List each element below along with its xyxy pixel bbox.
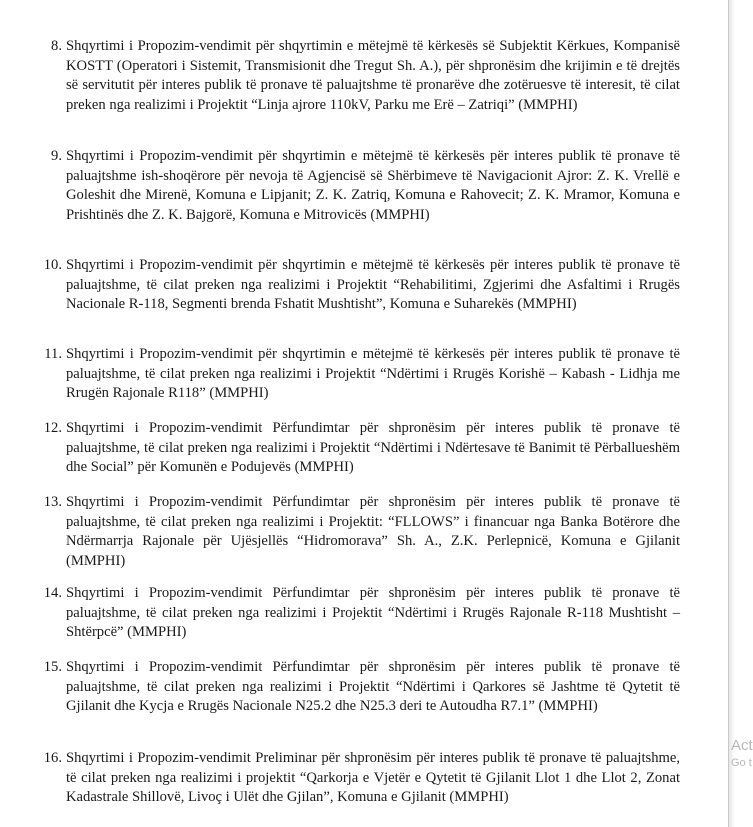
item-text: Shqyrtimi i Propozim-vendimit për shqyrtimin e mëtejmë të kërkesës për interes publik të pronave të paluajtshme ish-shoqërore për nevoja të Agjencisë së Shërbimeve të Navigacionit Ajror: Z. K. Vrellë e Goleshit dhe Mirenë, Komuna e Lipjanit; Z. K. Zatriq, Komuna e Rahovecit; Z. K. Mramor, Komuna e Prishtinës dhe Z. K. Bajgorë, Komuna e Mitrovicës (MMPHI) <box>66 148 680 223</box>
item-text: Shqyrtimi i Propozim-vendimit për shqyrtimin e mëtejmë të kërkesës për interes publik të pronave të paluajtshme, të cilat preken nga realizimi i Projektit “Rehabilitimi, Zgjerimi dhe Asfaltimi i Rrugës Nacionale R-118, Segmenti brenda Fshatit Mushtisht”, Komuna e Suharekës (MMPHI) <box>66 257 680 313</box>
item-number: 15. <box>43 659 62 675</box>
agenda-item-15 <box>34 658 680 717</box>
item-text: Shqyrtimi i Propozim-vendimit Përfundimtar për shpronësim për interes publik të pronave të paluajtshme, të cilat preken nga realizimi i Projektit “Ndërtimi i Ndërtesave të Banimit të Përballueshëm dhe Social” për Komunën e Podujevës (MMPHI) <box>66 420 680 476</box>
activation-watermark <box>731 736 753 770</box>
item-text: Shqyrtimi i Propozim-vendimit për shqyrtimin e mëtejmë të kërkesës së Subjektit Kërkues, Kompanisë KOSTT (Operatori i Sistemit, Transmisionit dhe Tregut Sh. A.), për shpronësim dhe krijimin e të drejtës së servitutit për interes publik të pronave të paluajtshme të pronarëve dhe zotëruesve të interesit, të cilat preken nga realizimi i Projektit “Linja ajrore 110kV, Parku me Erë – Zatriqi” (MMPHI) <box>66 38 680 113</box>
agenda-item-8 <box>34 37 680 115</box>
item-text: Shqyrtimi i Propozim-vendimit Përfundimtar për shpronësim për interes publik të pronave të paluajtshme, të cilat preken nga realizimi i Projektit “Ndërtimi i Qarkores së Jashtme të Qytetit të Gjilanit dhe Kycja e Rrugës Nacionale N25.2 dhe N25.3 deri te Autoudha R7.1” (MMPHI) <box>66 659 680 715</box>
agenda-item-11 <box>34 345 680 404</box>
item-number: 11. <box>44 346 62 362</box>
agenda-item-9 <box>34 147 680 225</box>
item-number: 16. <box>43 750 62 766</box>
watermark-line-2: Go t <box>731 757 752 769</box>
agenda-item-13 <box>34 493 680 571</box>
agenda-item-10 <box>34 256 680 315</box>
agenda-item-16 <box>34 749 680 808</box>
item-number: 13. <box>43 494 62 510</box>
watermark-line-1: Act <box>731 737 753 754</box>
item-text: Shqyrtimi i Propozim-vendimit për shqyrtimin e mëtejmë të kërkesës për interes publik të pronave të paluajtshme, të cilat preken nga realizimi i Projektit “Ndërtimi i Rrugës Korishë – Kabash - Lidhja me Rrugën Rajonale R118” (MMPHI) <box>66 346 680 402</box>
item-number: 8. <box>51 38 62 54</box>
item-text: Shqyrtimi i Propozim-vendimit Preliminar për shpronësim për interes publik të pronave të paluajtshme, të cilat preken nga realizimi i projektit “Qarkorja e Vjetër e Qytetit të Gjilanit Llot 1 dhe Llot 2, Zonat Kadastrale Shillovë, Livoç i Ulët dhe Gjilan”, Komuna e Gjilanit (MMPHI) <box>66 750 680 806</box>
item-number: 10. <box>43 257 62 273</box>
item-number: 14. <box>43 585 62 601</box>
agenda-item-14 <box>34 584 680 643</box>
page-edge-shadow <box>729 0 735 827</box>
item-text: Shqyrtimi i Propozim-vendimit Përfundimtar për shpronësim për interes publik të pronave të paluajtshme, të cilat preken nga realizimi i Projektit: “FLLOWS” i financuar nga Banka Botërore dhe Ndërmarrja Rajonale për Ujësjellës “Hidromorava” Sh. A., Z.K. Perlepnicë, Komuna e Gjilanit (MMPHI) <box>66 494 680 569</box>
agenda-item-12 <box>34 419 680 478</box>
item-number: 12. <box>43 420 62 436</box>
item-number: 9. <box>51 148 62 164</box>
item-text: Shqyrtimi i Propozim-vendimit Përfundimtar për shpronësim për interes publik të pronave të paluajtshme, të cilat preken nga realizimi i Projektit “Ndërtimi i Rrugës Rajonale R-118 Mushtisht – Shtërpcë” (MMPHI) <box>66 585 680 641</box>
